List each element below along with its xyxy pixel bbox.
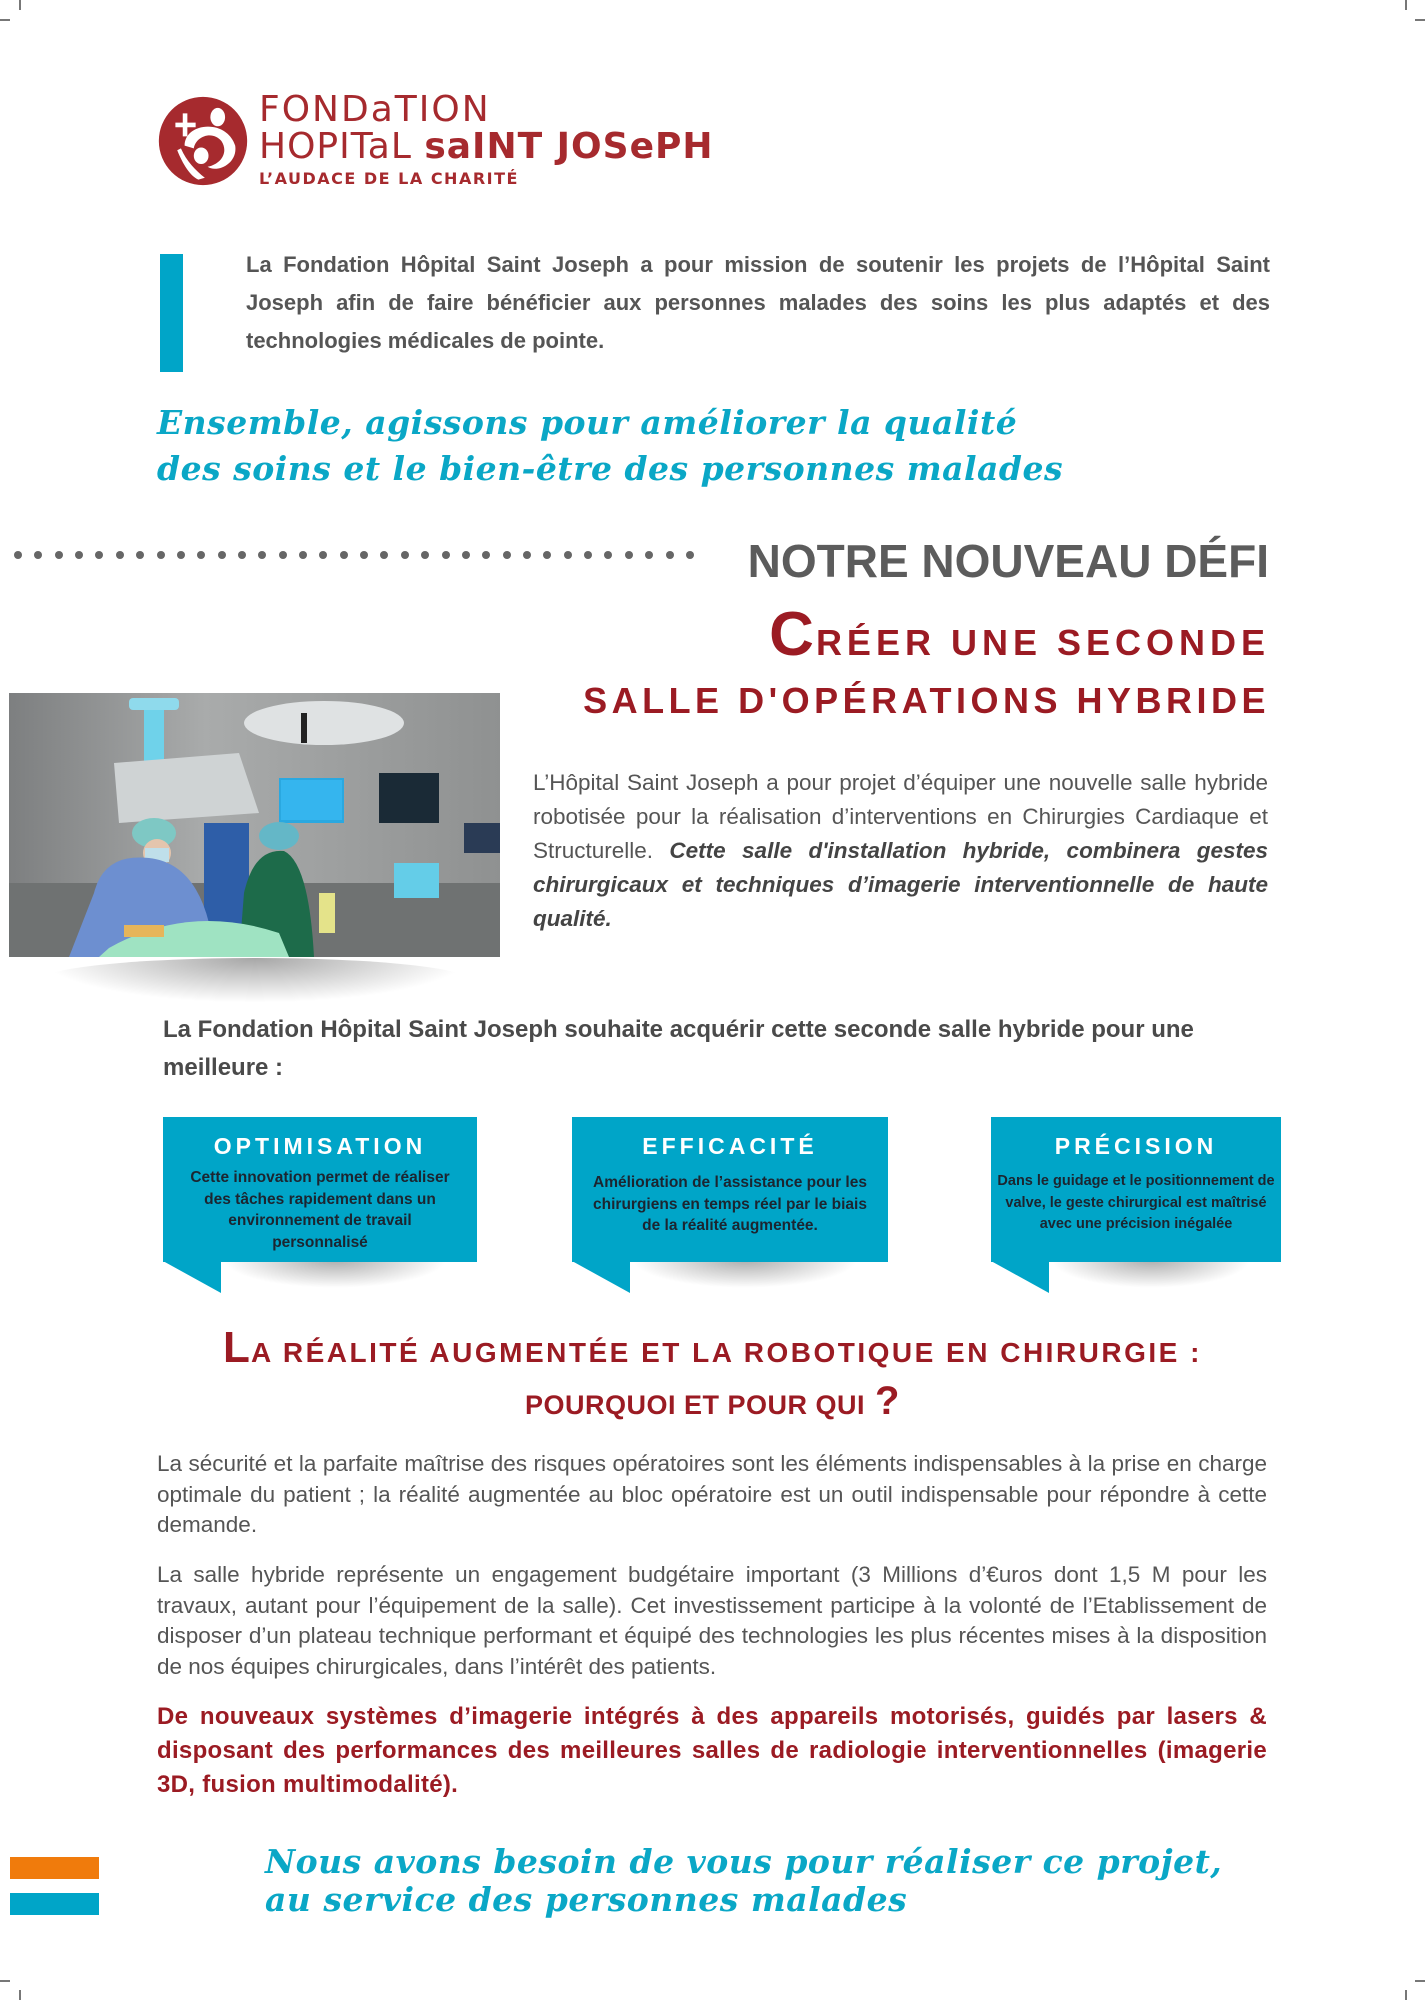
callout-description: Cette innovation permet de réaliser des tâches rapidement dans un environnement de travail personnalisé [190,1169,450,1251]
callout-shadow [1051,1260,1251,1288]
divider-dot [584,551,592,559]
crop-mark-bottom-left-v [19,1990,21,2000]
slogan [157,400,1063,492]
callout-precision [991,1117,1281,1262]
callout-description: Amélioration de l’assistance pour les chirurgiens en temps réel par le biais de la réalité augmentée. [593,1174,867,1234]
photo-shadow [40,958,470,1003]
section-title-defi: NOTRE NOUVEAU DÉFI [747,535,1269,587]
foundation-logo-icon [157,95,249,187]
crop-mark-bottom-left-h [0,1980,10,1982]
divider-dot [258,551,266,559]
divider-dot [34,551,42,559]
divider-dot [442,551,450,559]
operating-room-photo [9,693,500,957]
divider-dot [95,551,103,559]
logo-line2-bold: saINT JOSePH [424,126,714,167]
realite-paragraph-2: La salle hybride représente un engagement budgétaire important (3 Millions d’€uros dont 1,5 M pour les travaux, autant pour l’équipement de la salle). Cet investissement participe à la volonté de l’Etablissement de disposer d’un plateau technique performant et équipé des technologies les plus récentes mises à la disposition de nos équipes chirurgicales, dans l’intérêt des patients. [157,1562,1267,1679]
divider-dot [55,551,63,559]
divider-dot [523,551,531,559]
callout-optimisation [163,1117,477,1262]
section-title-realite [0,1320,1425,1425]
divider-dot [666,551,674,559]
divider-dot [421,551,429,559]
divider-dot [218,551,226,559]
crop-mark-top-right-v [1405,0,1407,10]
fondation-wish-text: La Fondation Hôpital Saint Joseph souhaite acquérir cette seconde salle hybride pour une meilleure : [163,1016,1194,1081]
callout-title: PRÉCISION [1054,1133,1218,1159]
foundation-logo [157,89,714,192]
realite-line2: POURQUOI ET POUR QUI [525,1390,866,1420]
divider-dot [401,551,409,559]
divider-dot [197,551,205,559]
slogan-line1: Ensemble, agissons pour améliorer la qualité [157,403,1018,442]
callout-efficacite [572,1117,888,1262]
logo-line2 [259,126,714,167]
project-heading-line2: SALLE D'OPÉRATIONS HYBRIDE [583,680,1270,721]
crop-mark-bottom-right-v [1405,1990,1407,2000]
divider-dot [279,551,287,559]
project-description-plain: L’Hôpital Saint Joseph a pour projet d’équiper une nouvelle salle hybride robotisée pour la réalisation d’interventions en Chirurgies Cardiaque et Structurelle. [533,770,1268,863]
logo-line2-light: HOPITaL [259,126,425,167]
callout-description: Dans le guidage et le positionnement de valve, le geste chirurgical est maîtrisé avec une précision inégalée [997,1173,1275,1232]
closing-line1: Nous avons besoin de vous pour réaliser ce projet, [265,1842,1223,1881]
realite-paragraph-3: De nouveaux systèmes d’imagerie intégrés à des appareils motorisés, guidés par lasers & disposant des performances des meilleures salles de radiologie interventionnelles (imagerie 3D, fusion multimodalité). [157,1703,1267,1798]
project-heading-line1: RÉER UNE SECONDE [815,622,1270,663]
divider-dot [645,551,653,559]
divider-dot [14,551,22,559]
divider-dot [340,551,348,559]
intro-accent-bar [160,254,183,372]
callout-tail [163,1261,221,1293]
crop-mark-top-left-v [19,0,21,10]
realite-initial: L [223,1323,251,1372]
project-heading [583,600,1270,729]
divider-dot [360,551,368,559]
divider-dot [238,551,246,559]
callout-tail [991,1261,1049,1293]
divider-dot [299,551,307,559]
callout-title: EFFICACITÉ [642,1133,818,1159]
divider-dot [503,551,511,559]
closing-line2: au service des personnes malades [265,1880,908,1919]
crop-mark-bottom-right-h [1415,1980,1425,1982]
decorative-bar-orange [10,1857,99,1879]
logo-line1: FONDaTION [259,89,491,130]
crop-mark-top-left-h [0,19,10,21]
divider-dot [177,551,185,559]
callout-shadow [223,1260,447,1288]
divider-dot [625,551,633,559]
project-description-emphasis: Cette salle d'installation hybride, combinera gestes chirurgicaux et techniques d’imagerie interventionnelle de haute qualité. [533,838,1268,931]
intro-mission-text: La Fondation Hôpital Saint Joseph a pour mission de soutenir les projets de l’Hôpital Saint Joseph afin de faire bénéficier aux personnes malades des soins les plus adaptés et des technologies médicales de pointe. [246,252,1270,353]
divider-dot [543,551,551,559]
divider-dot [157,551,165,559]
project-heading-initial: C [769,600,816,669]
divider-dot [462,551,470,559]
divider-dot [136,551,144,559]
divider-dot [116,551,124,559]
project-description [533,766,1268,936]
dotted-divider [14,551,694,565]
divider-dot [482,551,490,559]
logo-tagline: L’AUDACE DE LA CHARITÉ [259,169,519,188]
operating-room-image [9,693,500,957]
decorative-bar-blue [10,1893,99,1915]
callout-shadow [632,1260,858,1288]
crop-mark-top-right-h [1415,19,1425,21]
realite-question-mark: ? [875,1379,900,1423]
divider-dot [564,551,572,559]
realite-line1: A RÉALITÉ AUGMENTÉE ET LA ROBOTIQUE EN CHIRURGIE : [250,1337,1202,1368]
divider-dot [75,551,83,559]
realite-paragraph-1: La sécurité et la parfaite maîtrise des risques opératoires sont les éléments indispensables à la prise en charge optimale du patient ; la réalité augmentée au bloc opératoire est un outil indispensable pour répondre à cette demande. [157,1451,1267,1537]
slogan-line2: des soins et le bien-être des personnes malades [157,449,1064,488]
divider-dot [604,551,612,559]
closing-appeal [265,1843,1222,1919]
callout-tail [572,1261,630,1293]
divider-dot [319,551,327,559]
callout-title: OPTIMISATION [213,1133,427,1159]
divider-dot [380,551,388,559]
divider-dot [686,551,694,559]
